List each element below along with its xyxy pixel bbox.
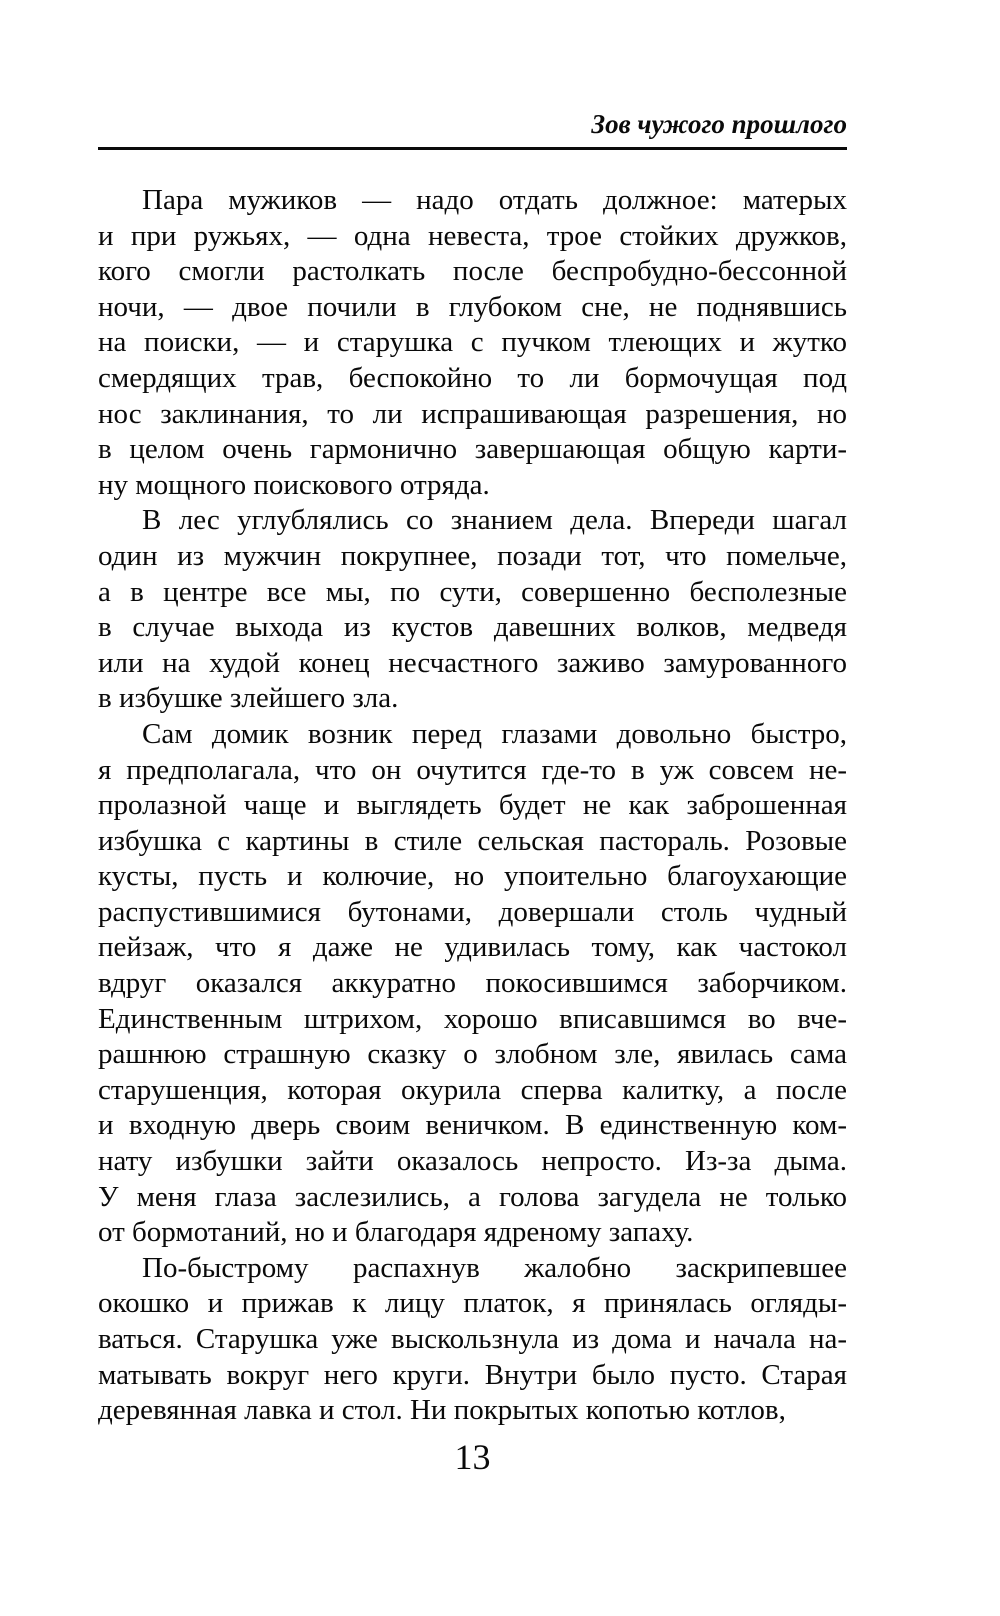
text-line: на поиски, — и старушка с пучком тлеющих и жутко [98, 326, 847, 359]
text-line: окошко и прижав к лицу платок, я принялась огляды- [98, 1287, 847, 1320]
text-line: Сам домик возник перед глазами довольно быстро, [142, 717, 847, 750]
text-line: и входную дверь своим веничком. В единственную ком- [98, 1109, 847, 1142]
page-number: 13 [454, 1437, 491, 1477]
text-line: один из мужчин покрупнее, позади тот, что помельче, [98, 539, 847, 572]
text-line: В лес углублялись со знанием дела. Впереди шагал [142, 504, 847, 537]
text-line: рашнюю страшную сказку о злобном зле, явилась сама [98, 1038, 847, 1071]
text-line: в случае выхода из кустов давешних волков, медведя [98, 611, 847, 644]
text-line: и при ружьях, — одна невеста, трое стойких дружков, [98, 219, 847, 252]
text-line: в избушке злейшего зла. [98, 682, 399, 715]
text-line: По-быстрому распахнув жалобно заскрипевшее [142, 1251, 847, 1284]
text-line: смердящих трав, беспокойно то ли бормочущая под [98, 361, 847, 394]
paragraph [98, 503, 847, 717]
text-line: в целом очень гармонично завершающая общую карти- [98, 433, 847, 466]
text-line: матывать вокруг него круги. Внутри было пусто. Старая [98, 1358, 847, 1391]
text-line: кусты, пусть и колючие, но упоительно благоухающие [98, 860, 847, 893]
paragraph [98, 1251, 847, 1429]
text-line: ну мощного поискового отряда. [98, 468, 490, 501]
text-line: кого смогли растолкать после беспробудно-бессонной [98, 255, 847, 288]
text-line: ваться. Старушка уже выскользнула из дома и начала на- [98, 1323, 847, 1355]
running-header-title: Зов чужого прошлого [591, 109, 847, 139]
text-line: пейзаж, что я даже не удивилась тому, как частокол [98, 931, 847, 964]
header-rule [98, 147, 847, 150]
text-line: избушка с картины в стиле сельская пастораль. Розовые [98, 824, 847, 857]
text-line: от бормотаний, но и благодаря ядреному запаху. [98, 1216, 694, 1249]
text-line: или на худой конец несчастного заживо замурованного [98, 646, 847, 679]
text-line: старушенция, которая окурила сперва калитку, а после [98, 1073, 847, 1106]
page-body [98, 183, 847, 1429]
text-line: а в центре все мы, по сути, совершенно бесполезные [98, 575, 847, 608]
text-line: Единственным штрихом, хорошо вписавшимся во вче- [98, 1002, 847, 1035]
text-line: У меня глаза заслезились, а голова загудела не только [98, 1180, 847, 1213]
paragraph [98, 717, 847, 1251]
paragraph [98, 183, 847, 503]
text-line: нос заклинания, то ли испрашивающая разрешения, но [98, 397, 847, 430]
running-header [98, 107, 847, 141]
text-line: нату избушки зайти оказалось непросто. Из-за дыма. [98, 1145, 847, 1178]
text-line: ночи, — двое почили в глубоком сне, не поднявшись [98, 290, 847, 323]
text-line: я предполагала, что он очутится где-то в уж совсем не- [98, 753, 847, 786]
text-line: вдруг оказался аккуратно покосившимся заборчиком. [98, 967, 847, 1000]
text-line: деревянная лавка и стол. Ни покрытых копотью котлов, [98, 1394, 786, 1427]
text-line: распустившимися бутонами, довершали столь чудный [98, 895, 847, 928]
text-line: Пара мужиков — надо отдать должное: матерых [142, 184, 847, 216]
text-line: пролазной чаще и выглядеть будет не как заброшенная [98, 789, 847, 822]
